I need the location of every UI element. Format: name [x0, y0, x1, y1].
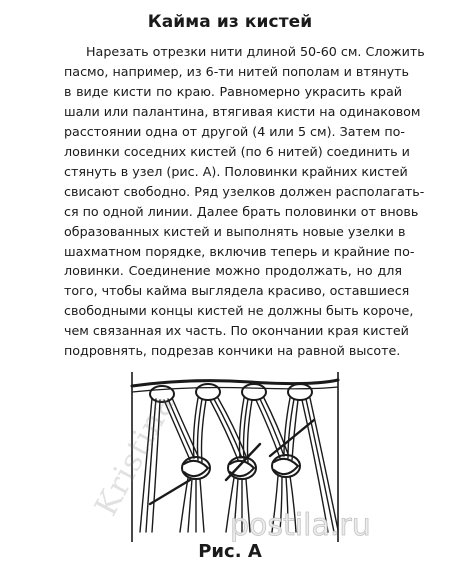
- paragraph-line: Нарезать отрезки нити длиной 50-60 см. Сложить: [86, 44, 425, 59]
- paragraph-line: стянуть в узел (рис. А). Половинки крайних кистей: [64, 163, 408, 179]
- postila-watermark-logo: [228, 502, 444, 546]
- figure-caption: Рис. А: [198, 541, 262, 562]
- paragraph-line: образованных кистей и выполнять новые узелки в: [64, 223, 406, 239]
- paragraph-line: шали или палантина, втягивая кисти на одинаковом: [64, 103, 421, 119]
- paragraph-line: ловинки. Соединение можно продолжать, но для: [64, 263, 402, 279]
- paragraph-line: расстоянии одна от другой (4 или 5 см). Затем по-: [64, 123, 405, 139]
- paragraph-line: подровнять, подрезав кончики на равной высоте.: [64, 343, 401, 359]
- paragraph-line: шахматном порядке, включив теперь и крайние по-: [64, 243, 415, 259]
- paragraph-line: того, чтобы кайма выглядела красиво, оставшиеся: [64, 283, 410, 299]
- body-paragraph: [64, 42, 425, 361]
- paragraph-line: ся по одной линии. Далее брать половинки от вновь: [64, 203, 419, 219]
- watermark-text: Kristina: [88, 387, 183, 522]
- paragraph-line: пасмо, например, из 6-ти нитей пополам и втянуть: [64, 63, 410, 79]
- paragraph-line: свободными концы кистей не должны быть короче,: [64, 303, 414, 319]
- paragraph-line: в виде кисти по краю. Равномерно украсить край: [64, 83, 402, 99]
- paragraph-line: чем связанная их часть. По окончании края кистей: [64, 323, 409, 339]
- paragraph-line: ловинки соседних кистей (по 6 нитей) соединить и: [64, 143, 410, 159]
- page-title: Кайма из кистей: [147, 12, 313, 32]
- paragraph-line: свисают свободно. Ряд узелков должен располагать-: [64, 183, 425, 199]
- watermark-logo-text: postila.ru: [230, 508, 371, 543]
